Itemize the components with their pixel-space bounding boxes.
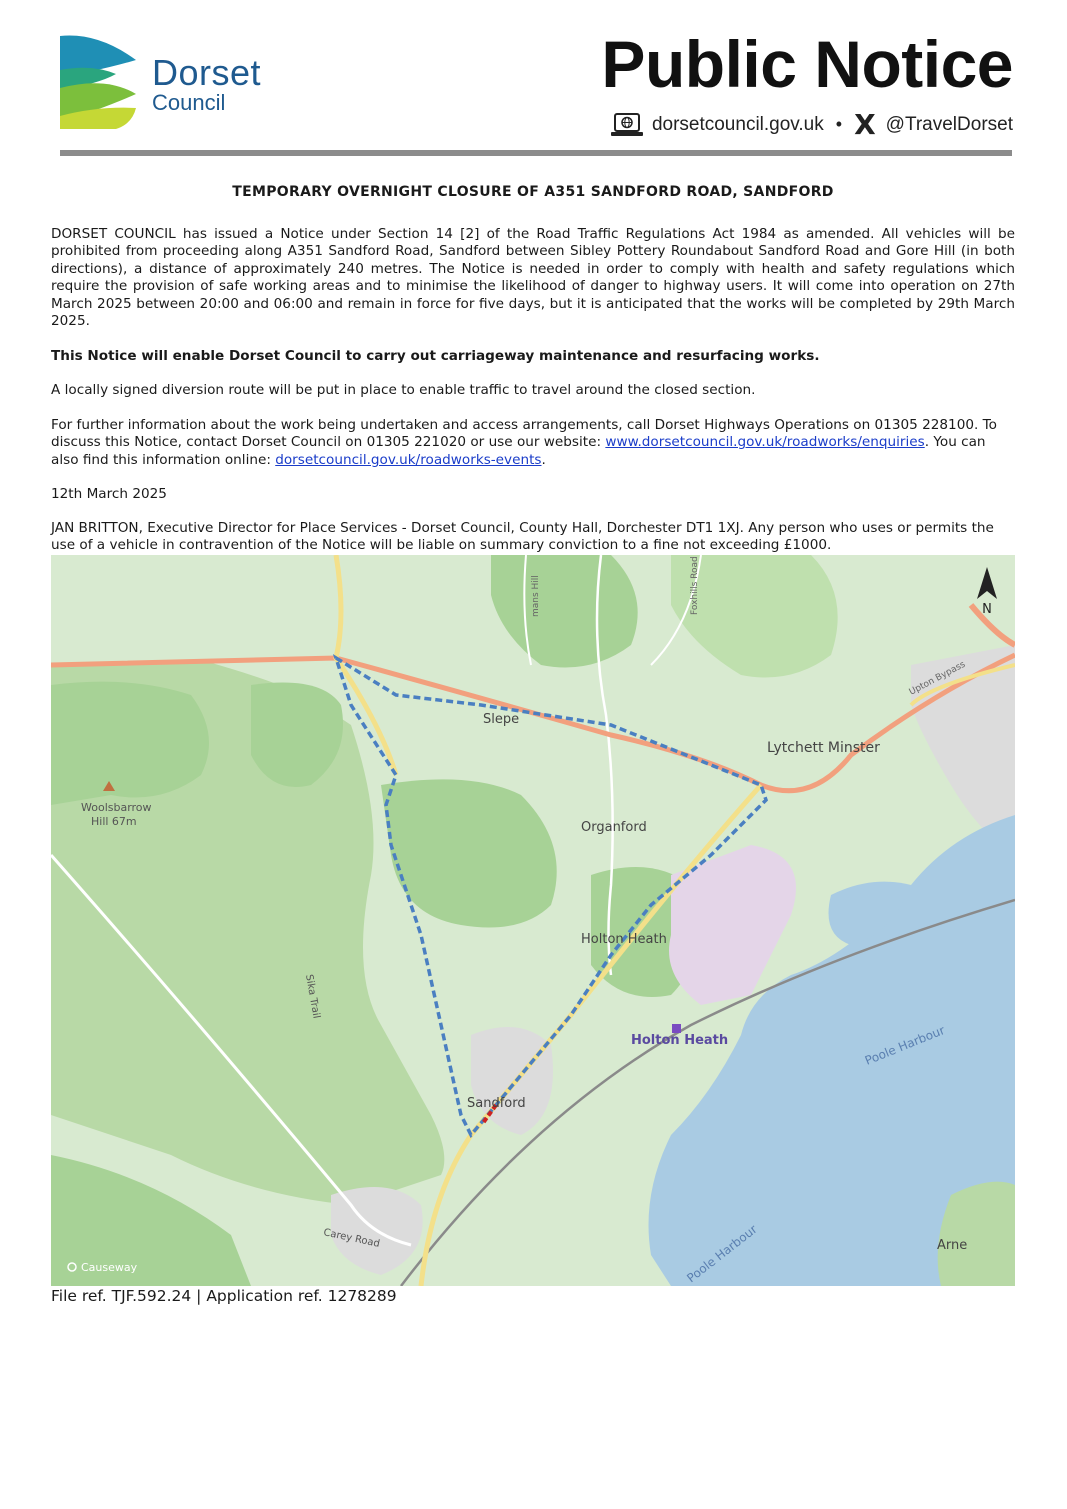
header-rule xyxy=(60,150,1012,156)
separator-dot: • xyxy=(835,114,843,134)
notice-date: 12th March 2025 xyxy=(51,486,167,502)
label-organford: Organford xyxy=(581,820,647,835)
label-poole-harbour-south: Poole Harbour xyxy=(684,1222,760,1286)
station-icon xyxy=(672,1024,681,1033)
page-title: Public Notice xyxy=(601,27,1013,101)
label-woolsbarrow-height: Hill 67m xyxy=(91,815,137,828)
label-holton-heath-village: Holton Heath xyxy=(581,932,667,947)
diversion-map xyxy=(51,555,1015,1286)
logo-subtitle: Council xyxy=(152,90,226,115)
notice-paragraph-purpose: This Notice will enable Dorset Council to carry out carriageway maintenance and resurfacing works. xyxy=(51,348,820,364)
label-mans-hill: mans Hill xyxy=(531,575,541,617)
label-carey-road: Carey Road xyxy=(322,1227,381,1250)
notice-signature: JAN BRITTON, Executive Director for Place Services - Dorset Council, County Hall, Dorchester DT1 1XJ. Any person who uses or permits the use of a vehicle in contravention of the Notice will be liable on summary conviction to a fine not exceeding £1000. xyxy=(51,520,994,554)
label-foxhills-road: Foxhills Road xyxy=(690,556,700,615)
contact-text-a: For further information about the work being undertaken and access arrangements, call Dorset Highways Operations on 01305 228100. To discuss this Notice, contact Dorset Council on 01305 221020 or use our website: xyxy=(51,417,997,451)
label-lytchett-minster: Lytchett Minster xyxy=(767,740,880,756)
notice-paragraph-diversion: A locally signed diversion route will be put in place to enable traffic to travel around the closed section. xyxy=(51,382,756,398)
label-woolsbarrow: Woolsbarrow xyxy=(81,801,152,814)
website-link[interactable]: dorsetcouncil.gov.uk xyxy=(651,113,824,135)
logo-name: Dorset xyxy=(152,52,262,93)
x-icon: X xyxy=(854,108,876,141)
social-handle-link[interactable]: @TravelDorset xyxy=(885,113,1013,135)
footer-references: File ref. TJF.592.24 | Application ref. 1278289 xyxy=(51,1287,397,1305)
north-label: N xyxy=(982,602,992,617)
laptop-globe-icon xyxy=(610,112,644,138)
notice-heading: TEMPORARY OVERNIGHT CLOSURE OF A351 SANDFORD ROAD, SANDFORD xyxy=(232,184,834,200)
label-holton-heath-station: Holton Heath xyxy=(631,1033,729,1048)
label-arne: Arne xyxy=(937,1238,968,1253)
label-sika-trail: Sika Trail xyxy=(303,973,322,1020)
notice-paragraph-contact xyxy=(51,417,1015,469)
contact-text-c: . xyxy=(541,451,546,468)
roadworks-events-link[interactable]: dorsetcouncil.gov.uk/roadworks-events xyxy=(275,451,542,468)
map-attribution: Causeway xyxy=(81,1261,138,1274)
contact-text-b: . You can also find this information online: xyxy=(51,434,986,468)
contact-bar xyxy=(610,108,1013,141)
label-sandford: Sandford xyxy=(467,1096,526,1111)
label-poole-harbour-east: Poole Harbour xyxy=(862,1023,947,1068)
notice-paragraph-main: DORSET COUNCIL has issued a Notice under Section 14 [2] of the Road Traffic Regulations Act 1984 as amended. All vehicles will be prohibited from proceeding along A351 Sandford Road, Sandford between Sibley Pottery Roundabout Sandford Road and Gore Hill (in both directions), a distance of approximately 240 metres. The Notice is needed in order to comply with health and safety regulations which require the provision of safe working areas and to minimise the likelihood of danger to highway users. It will come into operation on 27th March 2025 between 20:00 and 06:00 and remain in force for five days, but it is anticipated that the works will be completed by 29th March 2025. xyxy=(51,226,1015,330)
label-upton-bypass: Upton Bypass xyxy=(907,659,968,698)
enquiries-link[interactable]: www.dorsetcouncil.gov.uk/roadworks/enquiries xyxy=(605,434,925,451)
label-slepe: Slepe xyxy=(483,712,520,727)
